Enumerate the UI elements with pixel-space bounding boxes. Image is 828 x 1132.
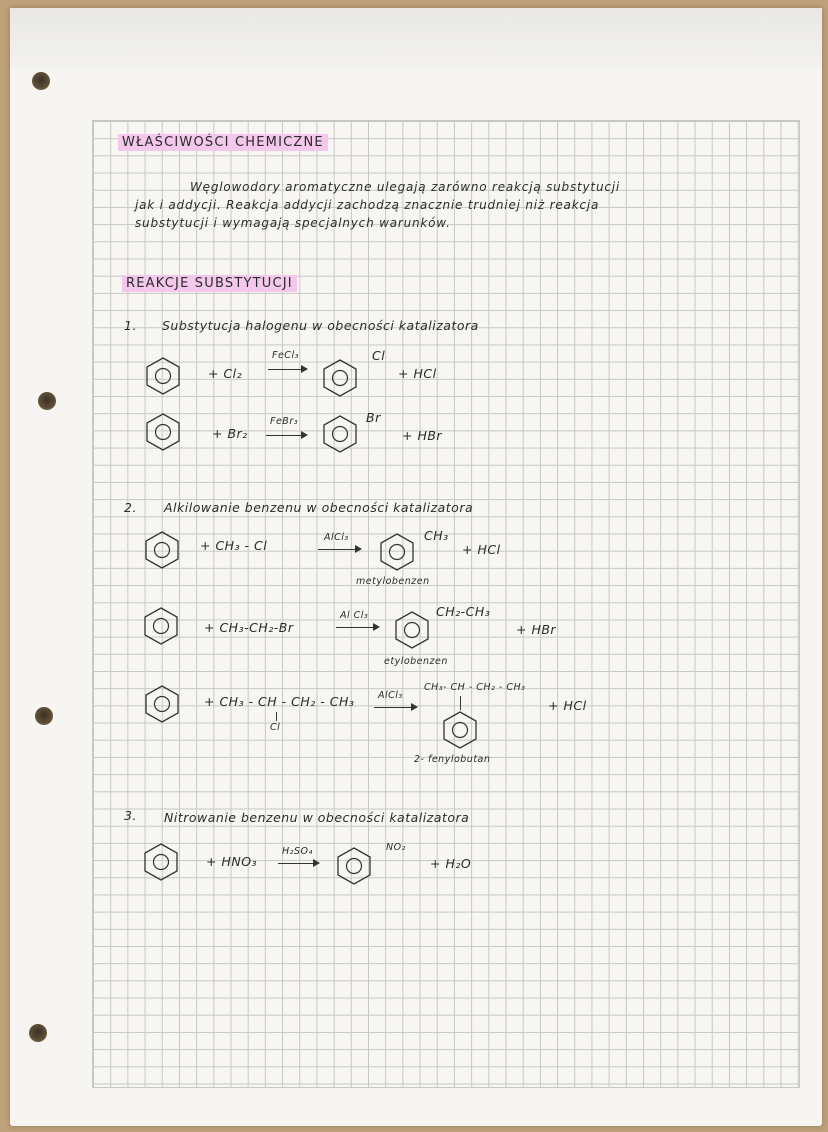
reaction-arrow-icon [278,858,320,868]
byproduct: + H₂O [430,856,472,871]
reaction-arrow-icon [374,702,418,712]
reaction-arrow-icon [266,430,308,440]
section-heading: REAKCJE SUBSTYTUCJI [122,276,297,291]
reaction-number: 2. [124,500,137,515]
binder-hole [32,72,50,90]
catalyst: Al Cl₃ [340,610,369,621]
reagent: + CH₃ - Cl [200,538,268,553]
reaction-number: 1. [124,318,137,333]
benzene-ring-icon [142,684,182,724]
reagent: + CH₃ - CH - CH₂ - CH₃ [204,694,355,709]
benzene-ring-icon [141,606,181,646]
catalyst: H₂SO₄ [282,846,313,857]
benzene-ring-icon [320,358,360,398]
catalyst: FeCl₃ [272,350,299,361]
benzene-ring-icon [143,356,183,396]
benzene-ring-icon [142,530,182,570]
catalyst: FeBr₃ [270,416,299,427]
reaction-arrow-icon [336,622,380,632]
byproduct: + HCl [398,366,437,381]
binder-hole [35,707,53,725]
byproduct: + HCl [548,698,587,713]
reagent-branch: Cl [270,722,281,733]
byproduct: + HCl [462,542,501,557]
byproduct: + HBr [516,622,557,637]
binder-hole [38,392,56,410]
page-title: WŁAŚCIWOŚCI CHEMICZNE [118,135,328,150]
product-name: 2- fenylobutan [414,754,491,765]
catalyst: AlCl₃ [378,690,403,701]
intro-line-3: substytucji i wymagają specjalnych warunków. [135,216,451,230]
product-name: etylobenzen [384,656,448,667]
reaction-number: 3. [124,808,137,823]
substituent: NO₂ [386,842,406,853]
substituent: CH₂-CH₃ [436,604,491,619]
reaction-arrow-icon [318,544,362,554]
benzene-ring-icon [440,710,480,750]
reagent: + CH₃-CH₂-Br [204,620,294,635]
reagent: + Br₂ [212,426,248,441]
intro-line-2: jak i addycji. Reakcja addycji zachodzą znacznie trudniej niż reakcja [135,198,600,212]
benzene-ring-icon [320,414,360,454]
reaction-arrow-icon [268,364,308,374]
benzene-ring-icon [377,532,417,572]
reaction-heading: Substytucja halogenu w obecności katalizatora [162,318,479,333]
catalyst: AlCl₃ [324,532,349,543]
substituent: Cl [372,348,386,363]
substituent: CH₃ [424,528,449,543]
benzene-ring-icon [143,412,183,452]
reagent: + HNO₃ [206,854,258,869]
benzene-ring-icon [141,842,181,882]
byproduct: + HBr [402,428,443,443]
reaction-heading: Alkilowanie benzenu w obecności katalizatora [164,500,474,515]
substituent: Br [366,410,381,425]
reagent: + Cl₂ [208,366,243,381]
reaction-heading: Nitrowanie benzenu w obecności katalizatora [164,810,470,825]
benzene-ring-icon [334,846,374,886]
page-header-strip [10,8,822,70]
product-name: metylobenzen [356,576,430,587]
intro-line-1: Węglowodory aromatyczne ulegają zarówno reakcją substytucji [190,180,621,194]
substituent-bond [460,696,461,710]
binder-hole [29,1024,47,1042]
benzene-ring-icon [392,610,432,650]
substituent: CH₃- CH - CH₂ - CH₃ [424,682,526,693]
branch-bond [276,712,277,721]
